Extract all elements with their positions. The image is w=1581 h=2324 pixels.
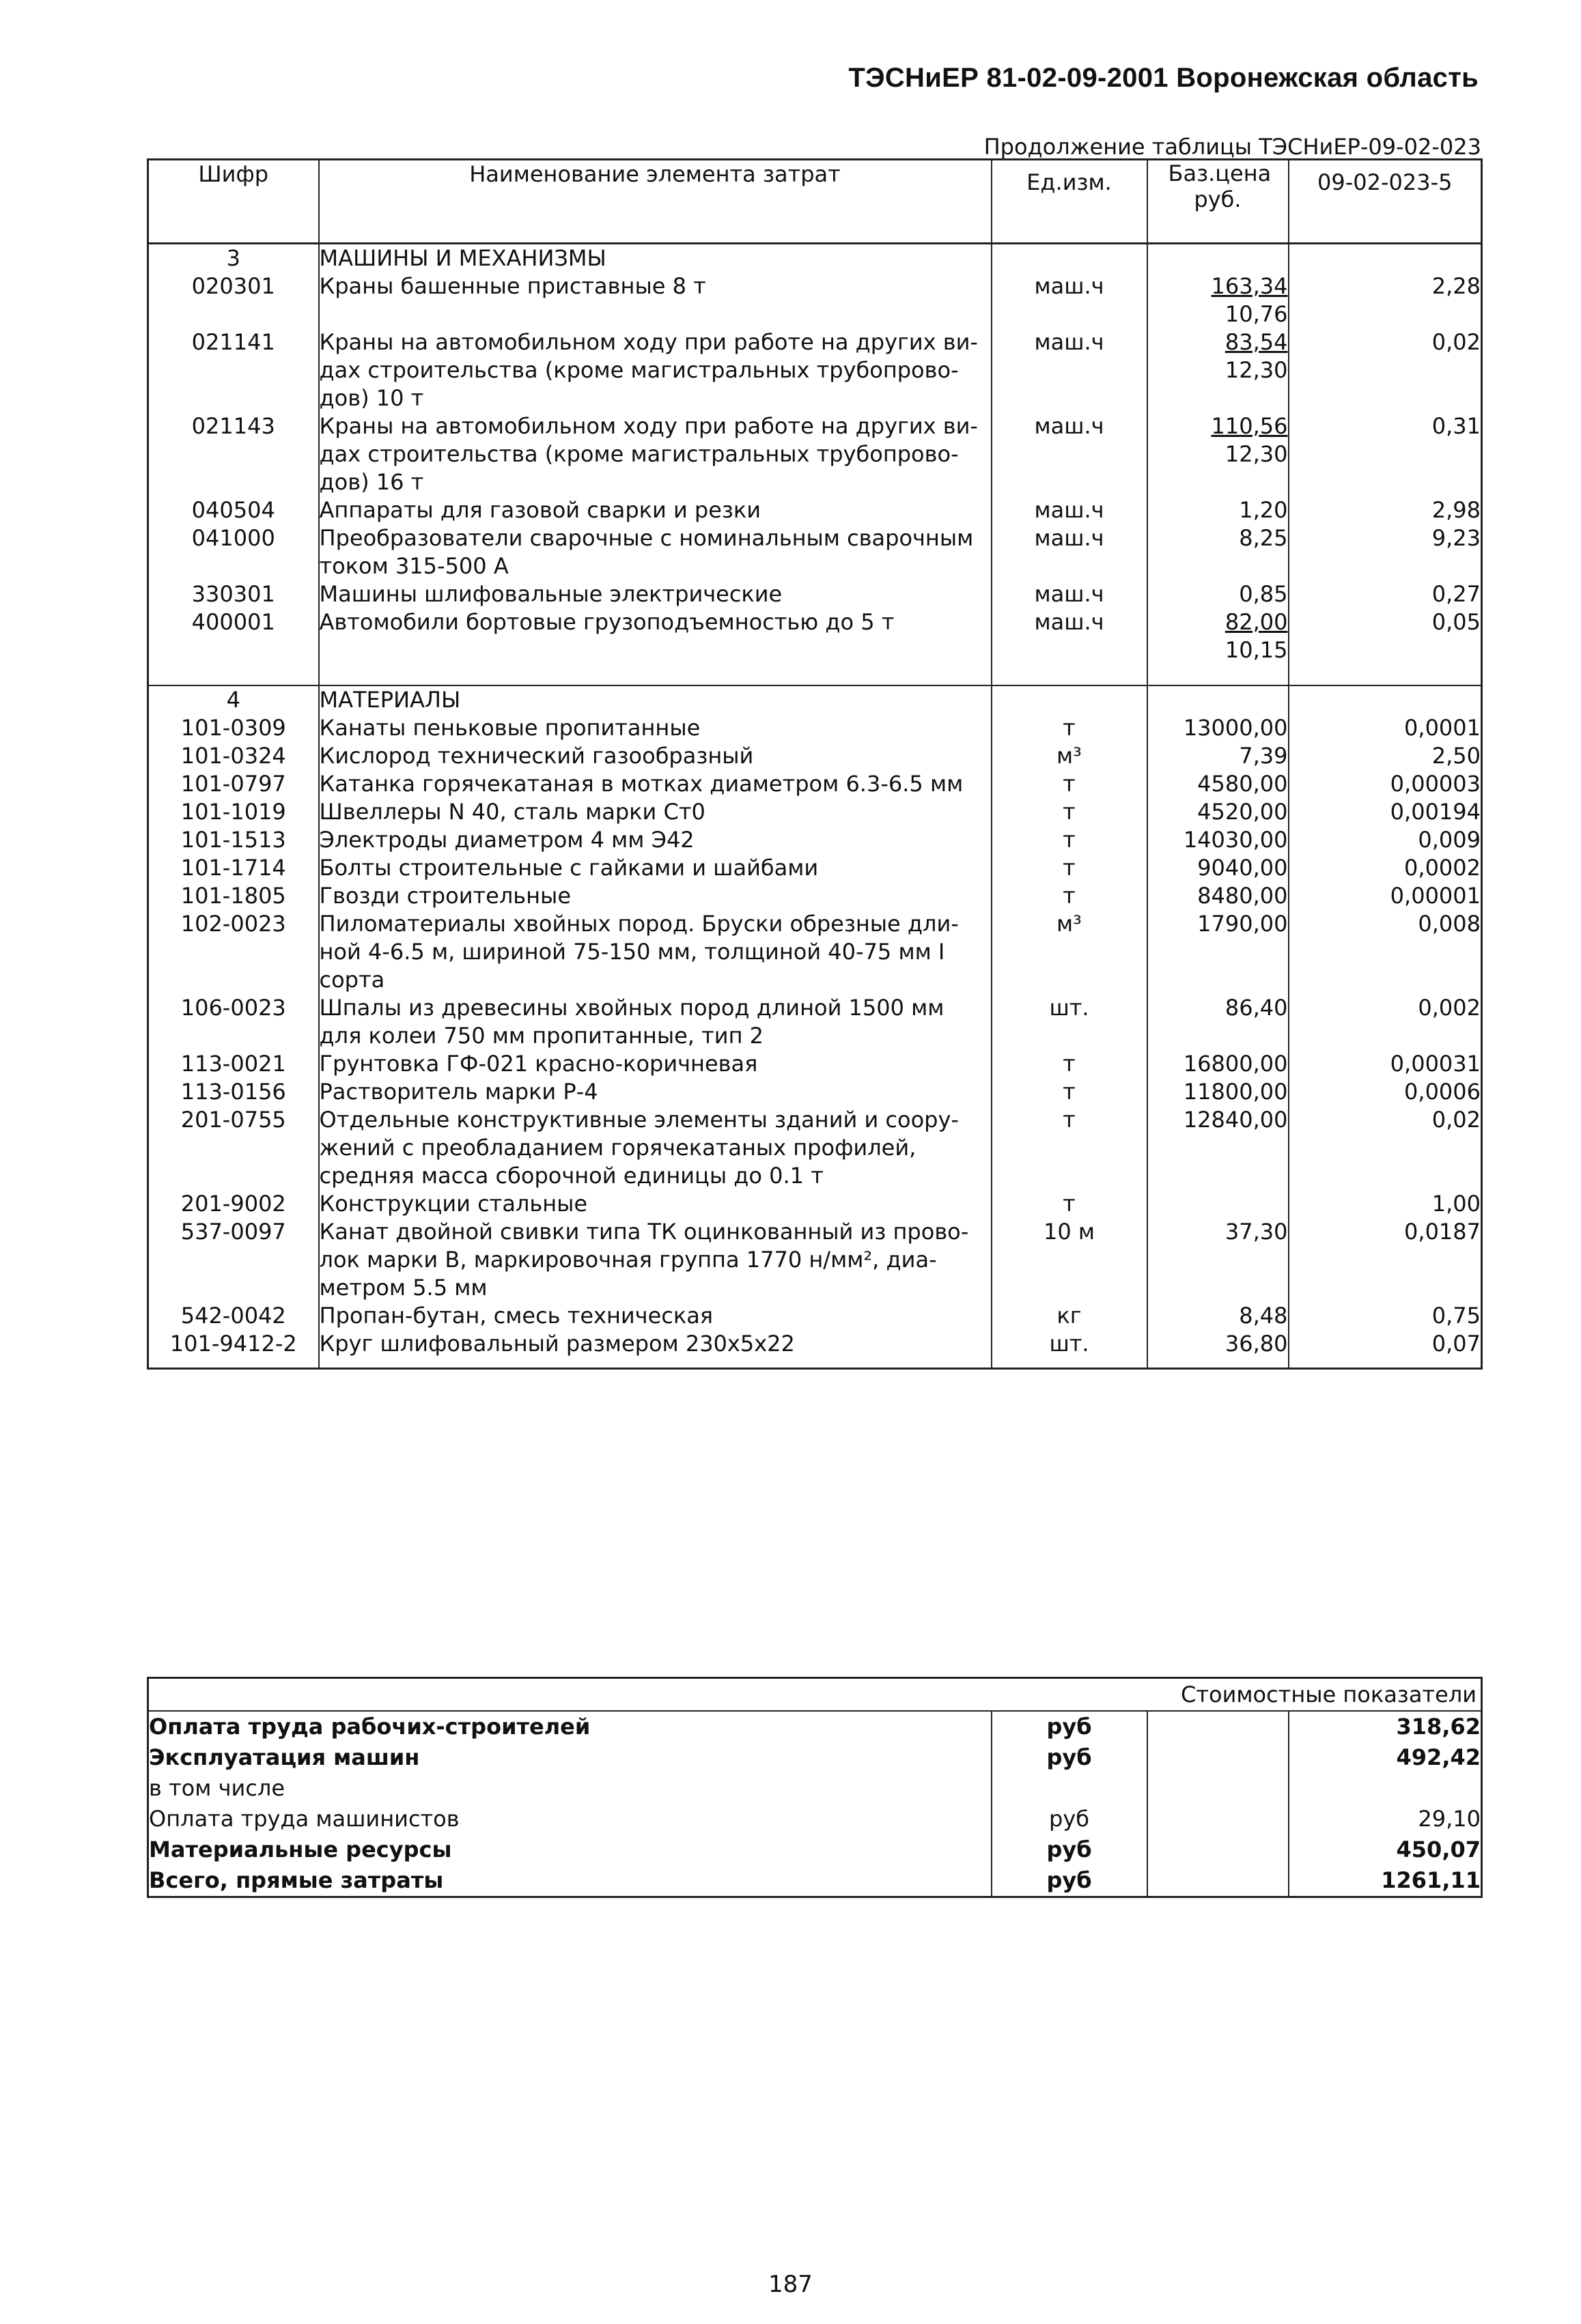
resource-price-cell: [1147, 412, 1289, 496]
resource-price: 16800,00: [1183, 1051, 1288, 1077]
resource-quantity: 9,23: [1289, 524, 1482, 580]
resource-price-cell: [1147, 798, 1289, 826]
divider-cell: [992, 664, 1147, 685]
summary-value: 29,10: [1289, 1804, 1482, 1834]
resource-price-cell: [1147, 1078, 1289, 1106]
resource-unit: т: [992, 770, 1147, 798]
summary-unit: руб: [992, 1834, 1147, 1865]
resource-price: 8,48: [1239, 1303, 1288, 1329]
resource-unit: т: [992, 854, 1147, 882]
table-row: [148, 714, 1482, 742]
resource-unit: маш.ч: [992, 328, 1147, 412]
table-row: [148, 272, 1482, 328]
summary-empty-cell: [1147, 1865, 1289, 1897]
summary-row: [148, 1711, 1482, 1742]
resource-code: 101-1513: [148, 826, 319, 854]
resource-code: 021141: [148, 328, 319, 412]
resource-quantity: 0,05: [1289, 608, 1482, 664]
resource-code: 101-0324: [148, 742, 319, 770]
divider-cell: [319, 664, 992, 685]
resource-unit: маш.ч: [992, 412, 1147, 496]
resource-price: 37,30: [1225, 1219, 1288, 1245]
resource-name: Краны на автомобильном ходу при работе на других ви-дах строительства (кроме магистральных трубопрово-дов) 10 т: [319, 328, 992, 412]
table-row: [148, 798, 1482, 826]
resource-unit: маш.ч: [992, 608, 1147, 664]
resource-price: 14030,00: [1183, 827, 1288, 853]
summary-value: 492,42: [1289, 1742, 1482, 1773]
column-header-name: Наименование элемента затрат: [319, 160, 992, 244]
resource-price-cell: [1147, 272, 1289, 328]
resource-price: 86,40: [1225, 995, 1288, 1021]
resource-name: Болты строительные с гайками и шайбами: [319, 854, 992, 882]
resource-unit: м³: [992, 742, 1147, 770]
resource-price-cell: [1147, 910, 1289, 994]
resource-unit: маш.ч: [992, 580, 1147, 608]
resource-name: Отдельные конструктивные элементы зданий и соору-жений с преобладанием горячекатаных профилей, средняя масса сборочной единицы до 0.1 т: [319, 1106, 992, 1190]
summary-empty-cell: [1147, 1711, 1289, 1742]
resource-price: 8480,00: [1197, 883, 1288, 909]
resource-price: 7,39: [1239, 743, 1288, 769]
resource-quantity: 0,00194: [1289, 798, 1482, 826]
resource-code: 113-0156: [148, 1078, 319, 1106]
table-row: [148, 524, 1482, 580]
section-number: 4: [148, 685, 319, 714]
resource-code: 101-1019: [148, 798, 319, 826]
summary-empty-cell: [1147, 1834, 1289, 1865]
cost-summary-table: [147, 1677, 1483, 1898]
resource-price: 1790,00: [1197, 911, 1288, 937]
summary-value: [1289, 1773, 1482, 1804]
resource-name: Канат двойной свивки типа ТК оцинкованный из прово-лок марки В, маркировочная группа 1770 н/мм², диа-метром 5.5 мм: [319, 1218, 992, 1302]
column-header-price: Баз.цена руб.: [1147, 160, 1289, 244]
section-header-row: [148, 244, 1482, 273]
empty-cell: [1289, 244, 1482, 273]
resource-price-wage: 10,76: [1225, 301, 1288, 327]
table-row: [148, 1218, 1482, 1302]
column-header-norm: 09-02-023-5: [1289, 160, 1482, 244]
section-number: 3: [148, 244, 319, 273]
resource-price: 13000,00: [1183, 715, 1288, 741]
column-header-unit: Ед.изм.: [992, 160, 1147, 244]
resources-table: [147, 158, 1483, 1370]
table-row: [148, 580, 1482, 608]
summary-label: Оплата труда рабочих-строителей: [149, 1714, 591, 1740]
resource-quantity: 1,00: [1289, 1190, 1482, 1218]
resource-code: 101-9412-2: [148, 1330, 319, 1369]
summary-header-row: [148, 1678, 1482, 1712]
table-row: [148, 1106, 1482, 1190]
divider-cell: [148, 664, 319, 685]
resource-name: Швеллеры N 40, сталь марки Ст0: [319, 798, 992, 826]
summary-unit: руб: [992, 1804, 1147, 1834]
resource-unit: т: [992, 1078, 1147, 1106]
resource-price-cell: [1147, 1190, 1289, 1218]
resource-quantity: 0,75: [1289, 1302, 1482, 1330]
resource-unit: т: [992, 1106, 1147, 1190]
resource-quantity: 0,31: [1289, 412, 1482, 496]
resource-name: Пиломатериалы хвойных пород. Бруски обрезные дли-ной 4-6.5 м, шириной 75-150 мм, толщиной 40-75 мм I сорта: [319, 910, 992, 994]
summary-body: [148, 1711, 1482, 1897]
document-header: ТЭСНиЕР 81-02-09-2001 Воронежская область: [848, 63, 1479, 93]
table-row: [148, 1302, 1482, 1330]
summary-label: Оплата труда машинистов: [149, 1806, 460, 1832]
resource-price-cell: [1147, 1218, 1289, 1302]
table-row: [148, 1330, 1482, 1369]
resource-price-cell: [1147, 524, 1289, 580]
resource-code: 041000: [148, 524, 319, 580]
table-row: [148, 1078, 1482, 1106]
resource-unit: кг: [992, 1302, 1147, 1330]
table-row: [148, 608, 1482, 664]
resource-code: 400001: [148, 608, 319, 664]
resource-name: Электроды диаметром 4 мм Э42: [319, 826, 992, 854]
resource-name: Канаты пеньковые пропитанные: [319, 714, 992, 742]
resource-price-cell: [1147, 580, 1289, 608]
resource-unit: шт.: [992, 1330, 1147, 1369]
summary-value: 1261,11: [1289, 1865, 1482, 1897]
resource-unit: м³: [992, 910, 1147, 994]
empty-cell: [1289, 685, 1482, 714]
resource-price-cell: [1147, 496, 1289, 524]
resource-code: 106-0023: [148, 994, 319, 1050]
resource-name: Грунтовка ГФ-021 красно-коричневая: [319, 1050, 992, 1078]
summary-row: [148, 1865, 1482, 1897]
resource-price-cell: [1147, 742, 1289, 770]
table-row: [148, 412, 1482, 496]
resource-price-cell: [1147, 608, 1289, 664]
summary-empty-cell: [1147, 1742, 1289, 1773]
summary-empty-cell: [1147, 1773, 1289, 1804]
resource-quantity: 0,27: [1289, 580, 1482, 608]
resource-quantity: 0,02: [1289, 328, 1482, 412]
resource-name: Аппараты для газовой сварки и резки: [319, 496, 992, 524]
resource-name: Краны башенные приставные 8 т: [319, 272, 992, 328]
resource-price: 82,00: [1225, 609, 1288, 635]
resource-price-cell: [1147, 854, 1289, 882]
section-header-row: [148, 685, 1482, 714]
resource-unit: т: [992, 714, 1147, 742]
resource-unit: т: [992, 1050, 1147, 1078]
resource-price: 36,80: [1225, 1331, 1288, 1357]
table-row: [148, 854, 1482, 882]
resource-code: 101-0309: [148, 714, 319, 742]
resource-unit: 10 м: [992, 1218, 1147, 1302]
resource-quantity: 0,002: [1289, 994, 1482, 1050]
resource-code: 537-0097: [148, 1218, 319, 1302]
resource-price: 0,85: [1239, 581, 1288, 607]
resource-quantity: 0,0001: [1289, 714, 1482, 742]
resource-quantity: 0,0006: [1289, 1078, 1482, 1106]
column-header-code: Шифр: [148, 160, 319, 244]
table-row: [148, 496, 1482, 524]
summary-row: [148, 1804, 1482, 1834]
resource-code: 201-9002: [148, 1190, 319, 1218]
table-row: [148, 826, 1482, 854]
resource-name: Кислород технический газообразный: [319, 742, 992, 770]
resource-price-wage: 10,15: [1225, 637, 1288, 663]
divider-cell: [1147, 664, 1289, 685]
table-row: [148, 1050, 1482, 1078]
table-row: [148, 770, 1482, 798]
summary-label: в том числе: [149, 1775, 285, 1801]
resource-unit: т: [992, 1190, 1147, 1218]
resource-code: 102-0023: [148, 910, 319, 994]
resource-name: Пропан-бутан, смесь техническая: [319, 1302, 992, 1330]
resource-price: 163,34: [1211, 273, 1288, 299]
page-number: 187: [768, 2271, 813, 2298]
resource-code: 101-0797: [148, 770, 319, 798]
summary-row: [148, 1773, 1482, 1804]
resource-name: Преобразователи сварочные с номинальным сварочным током 315-500 А: [319, 524, 992, 580]
empty-cell: [992, 244, 1147, 273]
summary-unit: руб: [992, 1711, 1147, 1742]
resource-quantity: 0,008: [1289, 910, 1482, 994]
resource-unit: шт.: [992, 994, 1147, 1050]
empty-cell: [1147, 244, 1289, 273]
resource-code: 040504: [148, 496, 319, 524]
table-row: [148, 910, 1482, 994]
resource-price: 4580,00: [1197, 771, 1288, 797]
resource-price: 12840,00: [1183, 1107, 1288, 1133]
resource-price-cell: [1147, 826, 1289, 854]
resource-quantity: 0,009: [1289, 826, 1482, 854]
resource-price-cell: [1147, 1302, 1289, 1330]
resource-price-cell: [1147, 714, 1289, 742]
resource-name: Круг шлифовальный размером 230х5х22: [319, 1330, 992, 1369]
section-title: МАТЕРИАЛЫ: [319, 685, 992, 714]
resource-unit: т: [992, 882, 1147, 910]
table-row: [148, 1190, 1482, 1218]
resource-code: 113-0021: [148, 1050, 319, 1078]
resource-name: Конструкции стальные: [319, 1190, 992, 1218]
resource-code: 330301: [148, 580, 319, 608]
resource-quantity: 0,0002: [1289, 854, 1482, 882]
resource-quantity: 0,0187: [1289, 1218, 1482, 1302]
resource-price-cell: [1147, 1050, 1289, 1078]
resource-price-cell: [1147, 770, 1289, 798]
resource-quantity: 2,50: [1289, 742, 1482, 770]
resource-name: Гвозди строительные: [319, 882, 992, 910]
resource-price: 4520,00: [1197, 799, 1288, 825]
table-header: [148, 160, 1482, 244]
resource-name: Растворитель марки Р-4: [319, 1078, 992, 1106]
summary-value: 450,07: [1289, 1834, 1482, 1865]
empty-cell: [1147, 685, 1289, 714]
summary-unit: [992, 1773, 1147, 1804]
resource-name: Катанка горячекатаная в мотках диаметром 6.3-6.5 мм: [319, 770, 992, 798]
resource-code: 201-0755: [148, 1106, 319, 1190]
table-body: [148, 244, 1482, 1369]
resource-name: Машины шлифовальные электрические: [319, 580, 992, 608]
resource-price: 8,25: [1239, 525, 1288, 551]
resource-unit: маш.ч: [992, 524, 1147, 580]
summary-label: Эксплуатация машин: [149, 1744, 420, 1770]
resource-name: Краны на автомобильном ходу при работе на других ви-дах строительства (кроме магистральных трубопрово-дов) 16 т: [319, 412, 992, 496]
resource-code: 542-0042: [148, 1302, 319, 1330]
resource-code: 101-1714: [148, 854, 319, 882]
table-row: [148, 994, 1482, 1050]
resource-quantity: 2,28: [1289, 272, 1482, 328]
table-row: [148, 328, 1482, 412]
resource-name: Шпалы из древесины хвойных пород длиной 1500 мм для колеи 750 мм пропитанные, тип 2: [319, 994, 992, 1050]
resource-code: 020301: [148, 272, 319, 328]
summary-unit: руб: [992, 1742, 1147, 1773]
resource-quantity: 0,00001: [1289, 882, 1482, 910]
resource-price: 1,20: [1239, 497, 1288, 523]
resource-quantity: 0,07: [1289, 1330, 1482, 1369]
resource-unit: маш.ч: [992, 272, 1147, 328]
resource-price: 9040,00: [1197, 855, 1288, 881]
resource-price: 110,56: [1211, 413, 1288, 439]
resource-unit: маш.ч: [992, 496, 1147, 524]
section-title: МАШИНЫ И МЕХАНИЗМЫ: [319, 244, 992, 273]
resource-unit: т: [992, 798, 1147, 826]
resource-quantity: 2,98: [1289, 496, 1482, 524]
table-row: [148, 882, 1482, 910]
resource-code: 101-1805: [148, 882, 319, 910]
summary-unit: руб: [992, 1865, 1147, 1897]
summary-row: [148, 1742, 1482, 1773]
summary-row: [148, 1834, 1482, 1865]
resource-price-cell: [1147, 328, 1289, 412]
resource-quantity: 0,00031: [1289, 1050, 1482, 1078]
resource-price-cell: [1147, 994, 1289, 1050]
resource-quantity: 0,00003: [1289, 770, 1482, 798]
resource-price: 83,54: [1225, 329, 1288, 355]
resource-price: 11800,00: [1183, 1079, 1288, 1105]
resource-unit: т: [992, 826, 1147, 854]
divider-cell: [1289, 664, 1482, 685]
empty-cell: [992, 685, 1147, 714]
resource-price-cell: [1147, 1330, 1289, 1369]
resource-price-cell: [1147, 1106, 1289, 1190]
resource-quantity: 0,02: [1289, 1106, 1482, 1190]
table-row: [148, 742, 1482, 770]
table-continuation-label: Продолжение таблицы ТЭСНиЕР-09-02-023: [983, 134, 1481, 160]
summary-empty-cell: [1147, 1804, 1289, 1834]
resource-name: Автомобили бортовые грузоподъемностью до 5 т: [319, 608, 992, 664]
summary-label: Материальные ресурсы: [149, 1837, 452, 1862]
resource-price-wage: 12,30: [1225, 357, 1288, 383]
resource-code: 021143: [148, 412, 319, 496]
summary-value: 318,62: [1289, 1711, 1482, 1742]
section-divider: [148, 664, 1482, 685]
resource-price-cell: [1147, 882, 1289, 910]
resource-price-wage: 12,30: [1225, 441, 1288, 467]
summary-header: Стоимостные показатели: [148, 1678, 1482, 1712]
summary-label: Всего, прямые затраты: [149, 1867, 444, 1893]
